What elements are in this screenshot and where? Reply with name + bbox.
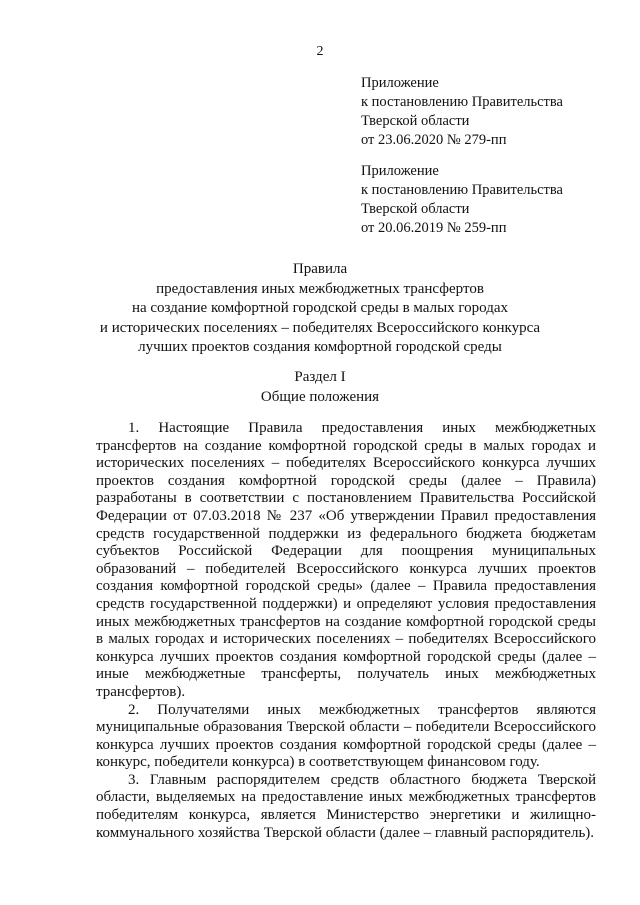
paragraph-1: 1. Настоящие Правила предоставления иных межбюджетных трансфертов на создание комфортной городской среды в малых городах и исторических поселениях – победителях Всероссийского конкурса лучших проектов создания комфортной городской среды (далее – Правила) разработаны в соответствии с постановлением Правительства Российской Федерации от 07.03.2018 № 237 «Об утверждении Правил предоставления средств государственной поддержки из федерального бюджета бюджетам субъектов Российской Федерации для поощрения муниципальных образований – победителей Всероссийского конкурса лучших проектов создания комфортной городской среды» (далее – Правила предоставления средств государственной поддержки) и определяют условия предоставления иных межбюджетных трансфертов на создание комфортной городской среды в малых городах и исторических поселениях – победителях Всероссийского конкурса лучших проектов создания комфортной городской среды (далее – иные межбюджетные трансферты, получатель иных межбюджетных трансфертов). xyxy=(96,420,596,700)
section-heading xyxy=(0,367,640,407)
section-name: Общие положения xyxy=(260,389,380,405)
appendix-region: Тверской области xyxy=(361,113,470,129)
appendix-note-2019 xyxy=(361,162,563,238)
document-title xyxy=(0,260,640,358)
appendix-date-number: от 23.06.2020 № 279-пп xyxy=(361,132,507,148)
title-line: предоставления иных межбюджетных трансфертов xyxy=(156,280,484,297)
appendix-note-2020 xyxy=(361,74,563,150)
title-line: и исторических поселениях – победителях Всероссийского конкурса xyxy=(99,319,541,336)
appendix-date-number: от 20.06.2019 № 259-пп xyxy=(361,220,507,236)
appendix-label: Приложение xyxy=(361,75,439,91)
document-body xyxy=(96,420,596,842)
appendix-region: Тверской области xyxy=(361,201,470,217)
title-heading: Правила xyxy=(292,261,348,277)
appendix-resolution: к постановлению Правительства xyxy=(361,94,563,110)
appendix-label: Приложение xyxy=(361,163,439,179)
paragraph-2: 2. Получателями иных межбюджетных трансфертов являются муниципальные образования Тверской области – победители Всероссийского конкурса лучших проектов создания комфортной городской среды (далее – конкурс, победители конкурса) в соответствующем финансовом году. xyxy=(96,701,596,771)
page-number: 2 xyxy=(316,44,324,59)
paragraph-3: 3. Главным распорядителем средств областного бюджета Тверской области, выделяемых на предоставление иных межбюджетных трансфертов победителям конкурса, является Министерство энергетики и жилищно-коммунального хозяйства Тверской области (далее – главный распорядитель). xyxy=(96,771,596,841)
section-number: Раздел I xyxy=(294,369,346,385)
title-line: лучших проектов создания комфортной городской среды xyxy=(138,339,502,355)
title-line: на создание комфортной городской среды в малых городах xyxy=(131,300,509,316)
appendix-resolution: к постановлению Правительства xyxy=(361,182,563,198)
